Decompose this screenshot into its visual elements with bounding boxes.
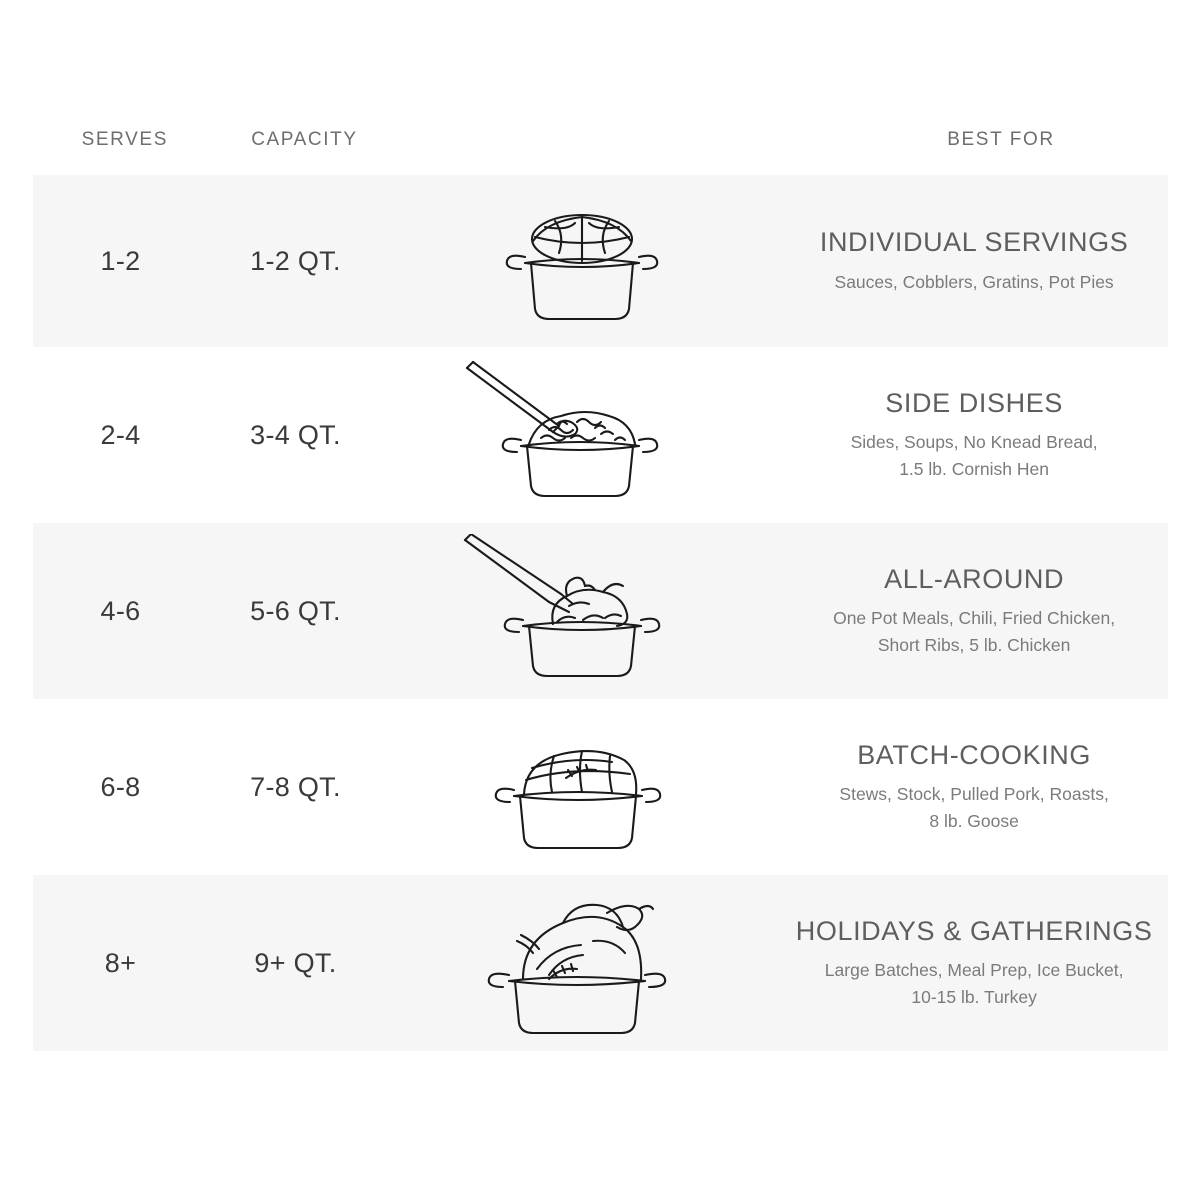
best-for-title-line: SERVINGS (984, 227, 1129, 258)
best-for-subtitle-line: Sides, Soups, No Knead Bread, (850, 432, 1098, 453)
table-row (33, 699, 1168, 875)
dutch-oven-roast-icon (383, 712, 780, 862)
table-row (33, 875, 1168, 1051)
table-header (0, 0, 1200, 175)
best-for-subtitle-line: Large Batches, Meal Prep, Ice Bucket, (824, 960, 1124, 981)
best-for-subtitle-line: Stews, Stock, Pulled Pork, Roasts, (839, 784, 1109, 805)
best-for-title-line: INDIVIDUAL (819, 227, 977, 258)
best-for-title (884, 563, 1064, 597)
table-body (33, 175, 1168, 1051)
cell-serves: 6-8 (100, 771, 141, 802)
header-best-for: BEST FOR (947, 129, 1055, 150)
best-for-subtitle-line: Sauces, Cobblers, Gratins, Pot Pies (834, 271, 1114, 292)
best-for-subtitle (835, 269, 1114, 296)
table-row (33, 175, 1168, 347)
dutch-oven-turkey-icon (383, 883, 780, 1043)
best-for-subtitle (833, 605, 1115, 659)
best-for-title (885, 387, 1063, 421)
cell-serves: 1-2 (100, 245, 141, 276)
best-for-subtitle-line: Short Ribs, 5 lb. Chicken (877, 635, 1071, 656)
best-for-title-line: GATHERINGS (969, 915, 1153, 946)
cell-capacity: 1-2 QT. (250, 245, 341, 276)
dutch-oven-chicken-icon (383, 534, 780, 689)
best-for-subtitle (825, 957, 1124, 1011)
cell-best-for (780, 915, 1168, 1012)
best-for-title (796, 915, 1153, 949)
best-for-title-line: SIDE DISHES (885, 387, 1063, 418)
best-for-title-line: HOLIDAYS & (795, 915, 962, 946)
header-serves: SERVES (81, 129, 168, 150)
cell-capacity: 5-6 QT. (250, 595, 341, 626)
cell-serves: 8+ (104, 947, 137, 978)
best-for-title (857, 739, 1091, 773)
best-for-title-line: BATCH-COOKING (857, 739, 1092, 770)
cell-best-for (780, 563, 1168, 660)
best-for-title-line: ALL-AROUND (884, 563, 1065, 594)
best-for-subtitle (839, 781, 1108, 835)
cell-capacity: 9+ QT. (254, 947, 337, 978)
cell-capacity: 3-4 QT. (250, 419, 341, 450)
table-row (33, 347, 1168, 523)
cell-serves: 2-4 (100, 419, 141, 450)
table-row (33, 523, 1168, 699)
cell-serves: 4-6 (100, 595, 141, 626)
cell-best-for (780, 387, 1168, 484)
cell-capacity: 7-8 QT. (250, 771, 341, 802)
cell-best-for (780, 739, 1168, 836)
cell-best-for (780, 226, 1168, 296)
header-capacity: CAPACITY (251, 129, 358, 150)
dutch-oven-pot-pie-icon (383, 191, 780, 331)
dutch-oven-side-dish-icon (383, 360, 780, 510)
best-for-subtitle-line: 8 lb. Goose (929, 811, 1019, 832)
best-for-subtitle (851, 429, 1098, 483)
best-for-subtitle-line: 1.5 lb. Cornish Hen (899, 459, 1050, 480)
best-for-subtitle-line: One Pot Meals, Chili, Fried Chicken, (833, 608, 1116, 629)
best-for-subtitle-line: 10-15 lb. Turkey (911, 987, 1037, 1008)
best-for-title (820, 226, 1129, 260)
